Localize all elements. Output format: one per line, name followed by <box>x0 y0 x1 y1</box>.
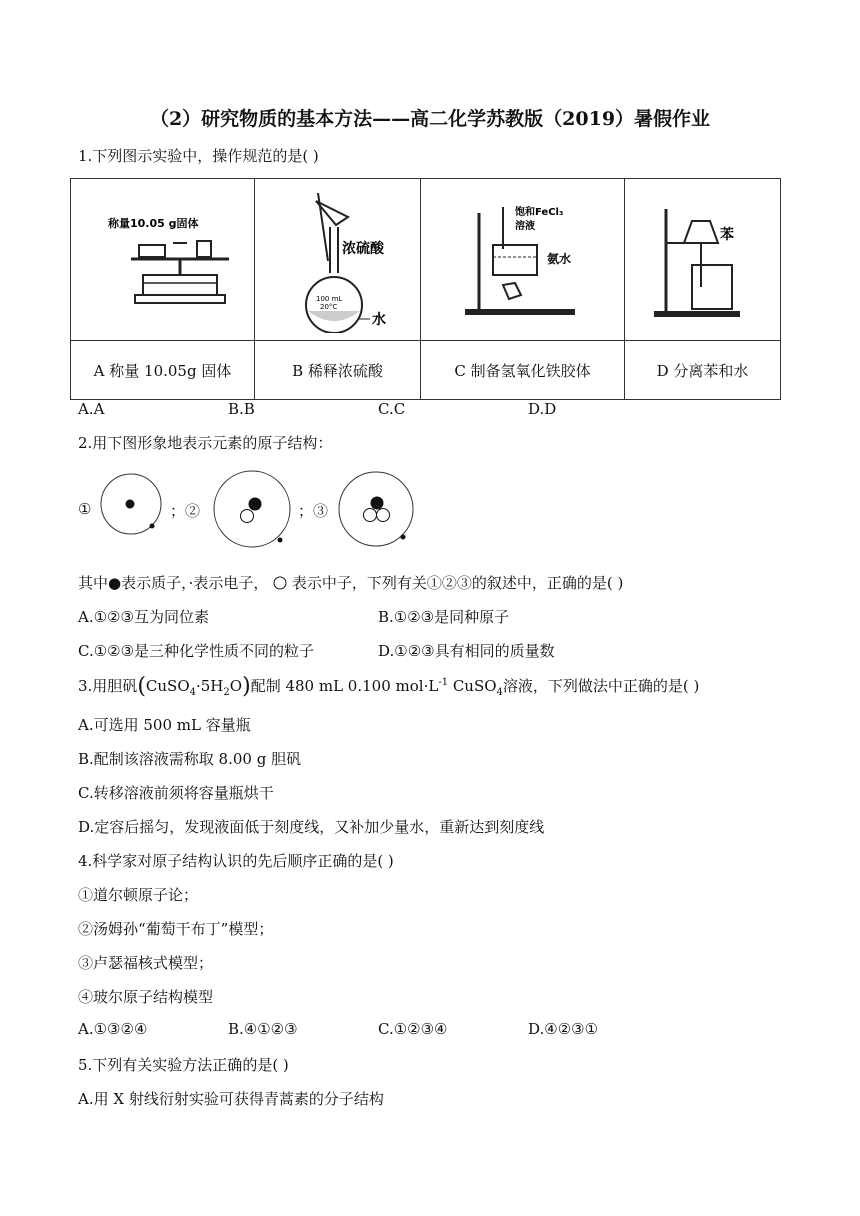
atom-legend-part1: 其中●表示质子，·表示电子， <box>78 574 269 592</box>
formula-o: O <box>229 677 243 695</box>
q4-option-b[interactable]: B.④①②③ <box>228 1020 298 1038</box>
atom-label-3: ；③ <box>298 502 329 520</box>
experiment-table <box>70 178 781 400</box>
q3-stem-mid: 配制 480 mL 0.100 mol·L <box>250 677 439 695</box>
q4-item-4: ④玻尔原子结构模型 <box>78 988 214 1006</box>
atom-legend <box>78 572 623 593</box>
figure-b-label-water: 水 <box>371 311 386 328</box>
atom-legend-part2: 表示中子，下列有关①②③的叙述中，正确的是( ) <box>291 574 624 592</box>
q2-option-c[interactable]: C.①②③是三种化学性质不同的粒子 <box>78 642 315 660</box>
q2-option-b[interactable]: B.①②③是同种原子 <box>378 608 510 626</box>
q5-option-a[interactable]: A.用 X 射线衍射实验可获得青蒿素的分子结构 <box>78 1090 384 1108</box>
figure-c-label-ammonia: 氨水 <box>546 251 571 266</box>
caption-d: D 分离苯和水 <box>625 341 781 400</box>
q3-option-c[interactable]: C.转移溶液前须将容量瓶烘干 <box>78 784 274 802</box>
figure-a-label: 称量10.05 g固体 <box>107 216 198 230</box>
q2-option-a[interactable]: A.①②③互为同位素 <box>78 608 209 626</box>
caption-a: A 称量 10.05g 固体 <box>71 341 255 400</box>
neutron-icon <box>273 576 287 590</box>
atom-label-1: ① <box>78 500 92 518</box>
figure-a-cell <box>71 179 255 341</box>
q4-option-c[interactable]: C.①②③④ <box>378 1020 448 1038</box>
formula-sub-2: 2 <box>223 687 230 698</box>
paren-left: ( <box>137 674 146 699</box>
question-2-stem: 2.用下图形象地表示元素的原子结构： <box>78 434 333 452</box>
q3-stem-suffix: 溶液，下列做法中正确的是( ) <box>502 677 700 695</box>
formula-sub-4: 4 <box>189 687 196 698</box>
q3-option-a[interactable]: A.可选用 500 mL 容量瓶 <box>78 716 251 734</box>
q3-option-d[interactable]: D.定容后摇匀，发现液面低于刻度线，又补加少量水，重新达到刻度线 <box>78 818 545 836</box>
figure-b-flask-temp: 20°C <box>319 302 337 311</box>
q3-stem-mid2: CuSO <box>448 677 497 695</box>
q4-item-3: ③卢瑟福核式模型； <box>78 954 214 972</box>
balance-figure <box>73 183 253 333</box>
figure-c-cell <box>421 179 625 341</box>
q3-stem-sub2: 4 <box>496 687 503 698</box>
atom-diagram-2 <box>210 466 294 554</box>
caption-c: C 制备氢氧化铁胶体 <box>421 341 625 400</box>
q3-option-b[interactable]: B.配制该溶液需称取 8.00 g 胆矾 <box>78 750 302 768</box>
q3-stem-sup: -1 <box>438 677 449 688</box>
question-4-stem: 4.科学家对原子结构认识的先后顺序正确的是( ) <box>78 852 394 870</box>
atom-diagram-3 <box>336 466 416 554</box>
caption-b: B 稀释浓硫酸 <box>255 341 421 400</box>
figure-b-label-acid: 浓硫酸 <box>341 240 384 257</box>
formula-cuso4: CuSO <box>145 677 190 695</box>
question-1-stem: 1.下列图示实验中，操作规范的是( ) <box>78 147 319 165</box>
q4-item-1: ①道尔顿原子论； <box>78 886 199 904</box>
q2-option-d[interactable]: D.①②③具有相同的质量数 <box>378 642 555 660</box>
page-title: （2）研究物质的基本方法——高二化学苏教版（2019）暑假作业 <box>149 108 711 130</box>
question-3-stem <box>78 674 699 699</box>
figure-b-flask-volume: 100 mL <box>315 294 342 303</box>
q1-option-c[interactable]: C.C <box>378 400 406 418</box>
question-5-stem: 5.下列有关实验方法正确的是( ) <box>78 1056 289 1074</box>
figure-d-cell <box>625 179 781 341</box>
separation-figure <box>628 183 778 333</box>
figure-b-cell <box>255 179 421 341</box>
paren-right: ) <box>242 674 251 699</box>
q1-option-d[interactable]: D.D <box>528 400 557 418</box>
colloid-figure <box>423 183 623 333</box>
figure-c-label-fecl3: 饱和FeCl₃ <box>514 206 563 218</box>
figure-d-label-benzene: 苯 <box>719 226 734 243</box>
q1-option-b[interactable]: B.B <box>228 400 255 418</box>
q4-option-a[interactable]: A.①③②④ <box>78 1020 148 1038</box>
q4-item-2: ②汤姆孙“葡萄干布丁”模型； <box>78 920 274 938</box>
dilution-figure <box>258 183 418 333</box>
q4-option-d[interactable]: D.④②③① <box>528 1020 599 1038</box>
q3-stem-prefix: 3.用胆矾 <box>78 677 138 695</box>
atom-diagram-1 <box>96 468 166 540</box>
figure-c-label-solution: 溶液 <box>514 220 535 232</box>
q1-option-a[interactable]: A.A <box>78 400 105 418</box>
formula-water: ·5H <box>196 677 224 695</box>
atom-label-2: ；② <box>170 502 201 520</box>
